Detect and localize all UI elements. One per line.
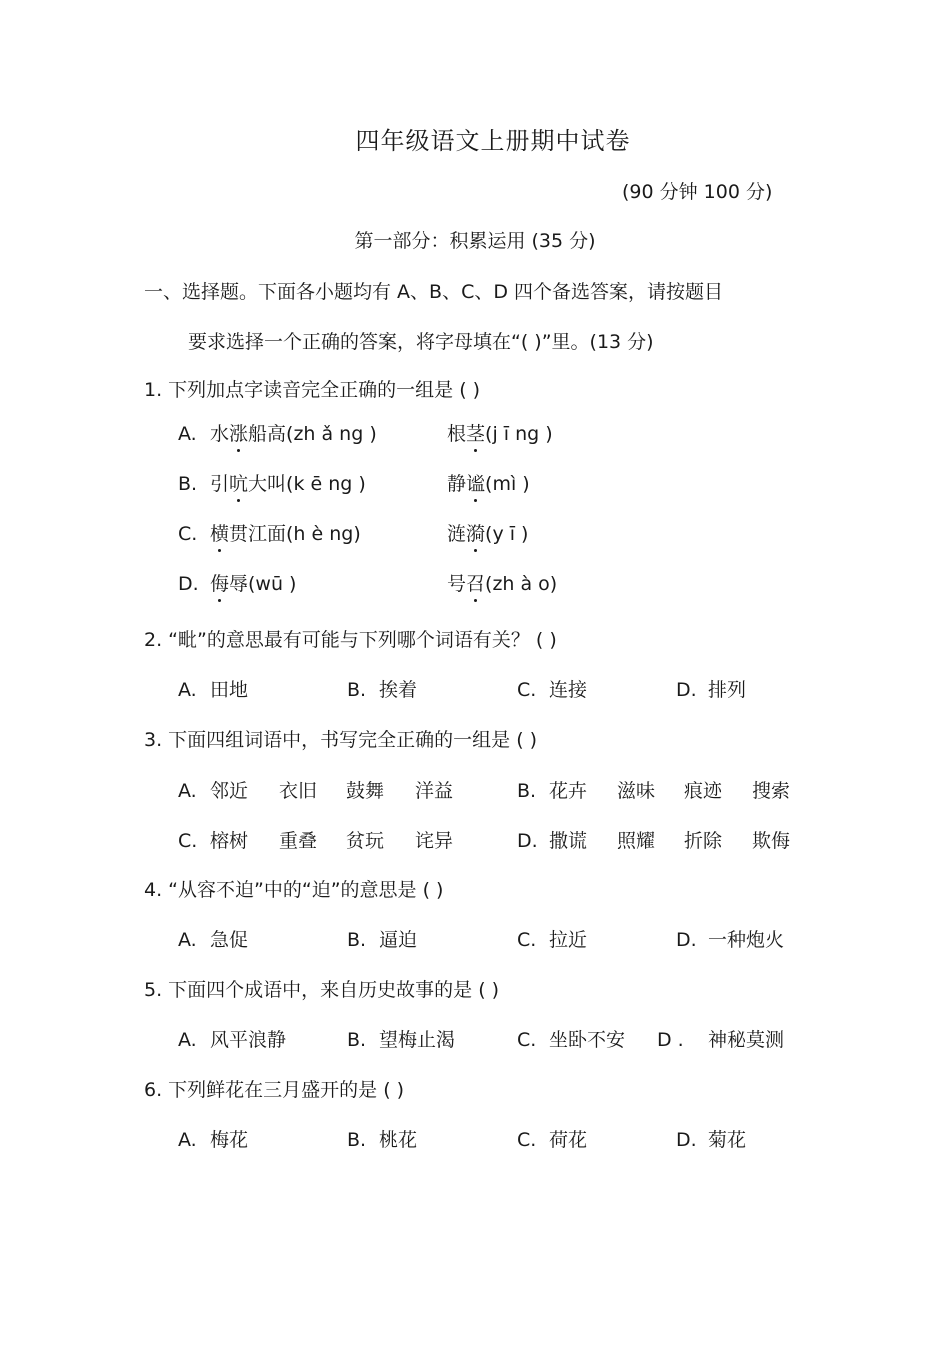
q5-option-b: B. 望梅止渴	[347, 1029, 456, 1051]
exam-duration-score: (90 分钟 100 分)	[622, 181, 773, 203]
q1-option-a: A. 水涨船高(zh ǎ ng )	[178, 423, 377, 445]
dotted-char: 横	[210, 523, 230, 545]
q5-option-d: D . 神秘莫测	[657, 1029, 785, 1051]
question-4-stem: 4. “从容不迫”中的“迫”的意思是 ( )	[144, 879, 444, 901]
q1-option-d-word-2: 号召(zh à o)	[447, 573, 558, 595]
q2-option-c: C. 连接	[517, 679, 588, 701]
page-title: 四年级语文上册期中试卷	[355, 127, 631, 155]
dotted-char: 茎	[466, 423, 486, 445]
q3-option-a: A. 邻近 衣旧 鼓舞 洋益	[178, 780, 454, 802]
dotted-char: 召	[466, 573, 486, 595]
question-5-stem: 5. 下面四个成语中，来自历史故事的是 ( )	[144, 979, 500, 1001]
question-3-stem: 3. 下面四组词语中，书写完全正确的一组是 ( )	[144, 729, 538, 751]
q5-option-c: C. 坐卧不安	[517, 1029, 626, 1051]
question-1-stem: 1. 下列加点字读音完全正确的一组是 ( )	[144, 379, 481, 401]
option-letter: A.	[178, 423, 197, 445]
section-instruction-line-1: 一、选择题。下面各小题均有 A、B、C、D 四个备选答案，请按题目	[144, 281, 724, 303]
q2-option-b: B. 挨着	[347, 679, 418, 701]
q6-option-b: B. 桃花	[347, 1129, 418, 1151]
dotted-char: 涨	[229, 423, 249, 445]
q1-option-d: D. 侮辱(wū )	[178, 573, 297, 595]
q4-option-b: B. 逼迫	[347, 929, 418, 951]
q4-option-d: D. 一种炮火	[676, 929, 785, 951]
dotted-char: 漪	[466, 523, 486, 545]
q3-option-b: B. 花卉 滋味 痕迹 搜索	[517, 780, 791, 802]
dotted-char: 侮	[210, 573, 230, 595]
dotted-char: 吭	[229, 473, 249, 495]
option-letter: D.	[178, 573, 199, 595]
section-instruction-line-2: 要求选择一个正确的答案，将字母填在“( )”里。(13 分)	[188, 331, 654, 353]
q6-option-d: D. 菊花	[676, 1129, 747, 1151]
q1-option-b: B. 引吭大叫(k ē ng )	[178, 473, 366, 495]
q3-option-c: C. 榕树 重叠 贫玩 诧异	[178, 830, 454, 852]
q3-option-d: D. 撒谎 照耀 折除 欺侮	[517, 830, 791, 852]
question-6-stem: 6. 下列鲜花在三月盛开的是 ( )	[144, 1079, 405, 1101]
q6-option-a: A. 梅花	[178, 1129, 249, 1151]
q1-option-a-word-2: 根茎(j ī ng )	[447, 423, 553, 445]
q4-option-a: A. 急促	[178, 929, 249, 951]
q2-option-d: D. 排列	[676, 679, 747, 701]
q5-option-a: A. 风平浪静	[178, 1029, 287, 1051]
q4-option-c: C. 拉近	[517, 929, 588, 951]
option-letter: B.	[178, 473, 198, 495]
q2-option-a: A. 田地	[178, 679, 249, 701]
part-heading: 第一部分：积累运用 (35 分)	[354, 230, 596, 252]
q6-option-c: C. 荷花	[517, 1129, 588, 1151]
q1-option-c: C. 横贯江面(h è ng)	[178, 523, 361, 545]
q1-option-c-word-2: 涟漪(y ī )	[447, 523, 529, 545]
option-letter: C.	[178, 523, 198, 545]
question-2-stem: 2. “毗”的意思最有可能与下列哪个词语有关？ ( )	[144, 629, 557, 651]
dotted-char: 谧	[466, 473, 486, 495]
q1-option-b-word-2: 静谧(mì )	[447, 473, 530, 495]
